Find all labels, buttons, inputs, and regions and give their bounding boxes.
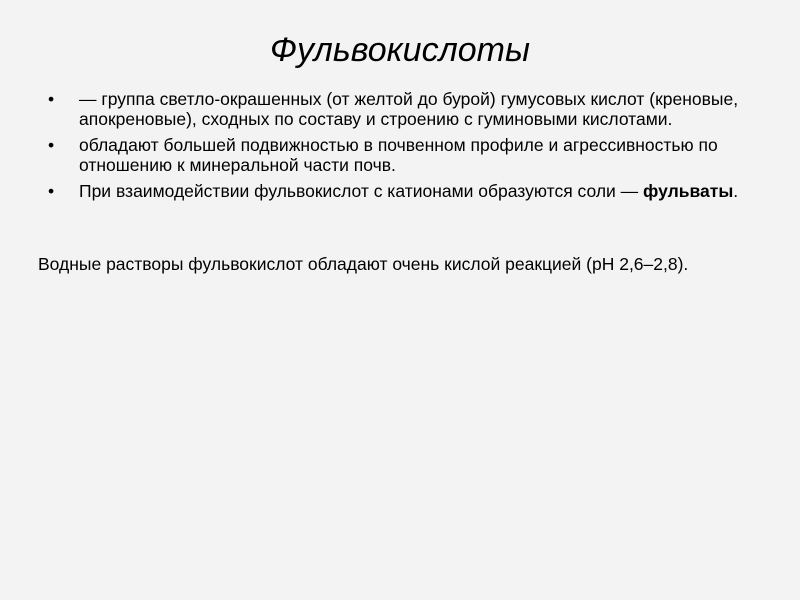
bullet-text: — группа светло-окрашенных (от желтой до бурой) гумусовых кислот (креновые, апокреновые), сходных по составу и строению с гуминовыми кислотами. (79, 89, 739, 129)
bullet-text: обладают большей подвижностью в почвенном профиле и агрессивностью по отношению к минеральной части почв. (79, 135, 718, 175)
bullet-list (45, 90, 765, 209)
bullet-icon: • (48, 135, 55, 155)
bullet-icon: • (48, 181, 55, 201)
body-paragraph: Водные растворы фульвокислот обладают очень кислой реакцией (рН 2,6–2,8). (38, 254, 689, 274)
bullet-bold-term: фульваты (643, 181, 734, 201)
bullet-item (45, 90, 765, 129)
slide-title: Фульвокислоты (270, 31, 530, 69)
bullet-icon: • (48, 89, 55, 109)
bullet-text-before: При взаимодействии фульвокислот с катионами образуются соли — (79, 181, 644, 201)
bullet-item (45, 136, 765, 175)
bullet-text-after: . (733, 181, 739, 201)
bullet-item (45, 182, 765, 202)
